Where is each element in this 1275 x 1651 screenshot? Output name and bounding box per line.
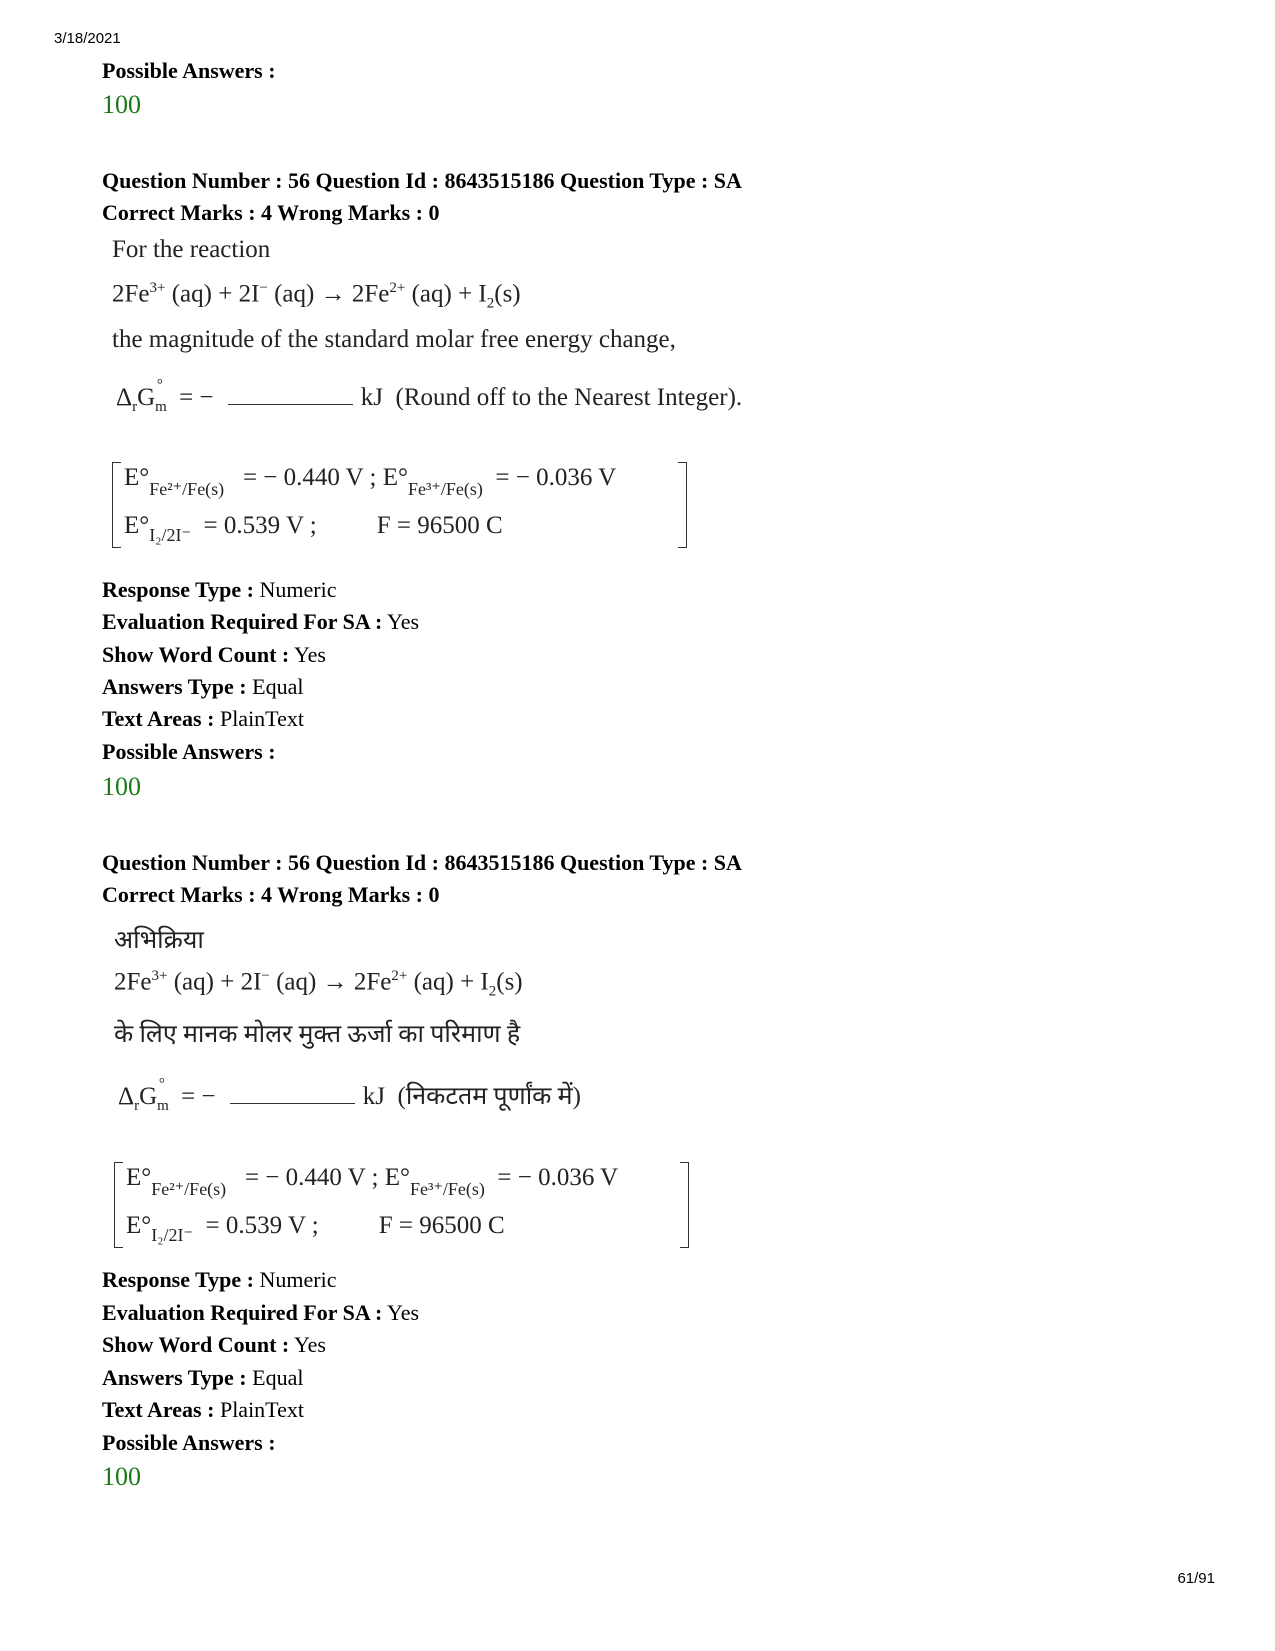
question-statement: के लिए मानक मोलर मुक्त ऊर्जा का परिमाण है	[114, 1021, 521, 1048]
question-intro: अभिक्रिया	[114, 927, 204, 954]
marks-line: Correct Marks : 4 Wrong Marks : 0	[102, 200, 440, 225]
left-bracket	[114, 1162, 123, 1248]
question-statement: the magnitude of the standard molar free energy change,	[112, 326, 676, 353]
field-show-word-count: Show Word Count : Yes	[102, 1332, 326, 1357]
electrode-potential-row-2: $E^\circ_{I_2/2I^-} = 0.539$ V ; F = 96500 C	[124, 512, 503, 545]
field-answers-type: Answers Type : Equal	[102, 674, 304, 699]
page-number: 61/91	[1177, 1570, 1215, 1587]
electrode-potential-row-1: $E^\circ_{Fe^{2+}/Fe(s)}$ = − 0.440 V ; $E^\circ_{Fe^{3+}/Fe(s)}$ = − 0.036 V	[124, 464, 617, 499]
electrode-potential-row-2: $E^\circ_{I_2/2I^-} = 0.539$ V ; F = 96500 C	[126, 1212, 505, 1245]
electrode-potential-row-1: $E^\circ_{Fe^{2+}/Fe(s)}$ = − 0.440 V ; $E^\circ_{Fe^{3+}/Fe(s)}$ = − 0.036 V	[126, 1164, 619, 1199]
right-bracket	[678, 462, 687, 548]
print-date: 3/18/2021	[54, 30, 121, 47]
possible-answer-value: 100	[102, 1462, 141, 1491]
right-bracket	[680, 1162, 689, 1248]
question-meta-line: Question Number : 56 Question Id : 8643515186 Question Type : SA	[102, 850, 742, 875]
field-evaluation-required: Evaluation Required For SA : Yes	[102, 1300, 420, 1325]
possible-answers-label: Possible Answers :	[102, 58, 276, 83]
marks-line: Correct Marks : 4 Wrong Marks : 0	[102, 882, 440, 907]
question-meta-line: Question Number : 56 Question Id : 8643515186 Question Type : SA	[102, 168, 742, 193]
field-answers-type: Answers Type : Equal	[102, 1365, 304, 1390]
field-possible-answers: Possible Answers :	[102, 1430, 276, 1455]
possible-answer-value: 100	[102, 90, 141, 119]
answer-blank	[230, 1099, 355, 1104]
left-bracket	[112, 462, 121, 548]
field-response-type: Response Type : Numeric	[102, 1267, 337, 1292]
field-text-areas: Text Areas : PlainText	[102, 1397, 304, 1422]
delta-g-expression: $\Delta_rG_{m^\circ}$ = − kJ (Round off to the Nearest Integer).	[116, 377, 743, 415]
field-possible-answers: Possible Answers :	[102, 739, 276, 764]
answer-blank	[228, 400, 353, 405]
possible-answer-value: 100	[102, 772, 141, 801]
reaction-equation: $2Fe^{3+}$ (aq) + 2I− $(aq) \to 2Fe^{2+}$ $(aq) + I_2(s)$	[112, 280, 521, 312]
field-evaluation-required: Evaluation Required For SA : Yes	[102, 609, 420, 634]
reaction-equation: $2Fe^{3+}$ (aq) + 2I− $(aq) \to 2Fe^{2+}$ $(aq) + I_2(s)$	[114, 968, 523, 1000]
field-show-word-count: Show Word Count : Yes	[102, 642, 326, 667]
delta-g-expression: $\Delta_rG_{m^\circ}$ = − kJ (निकटतम पूर्णांक में)	[118, 1076, 581, 1114]
field-text-areas: Text Areas : PlainText	[102, 706, 304, 731]
field-response-type: Response Type : Numeric	[102, 577, 337, 602]
question-intro: For the reaction	[112, 236, 271, 263]
